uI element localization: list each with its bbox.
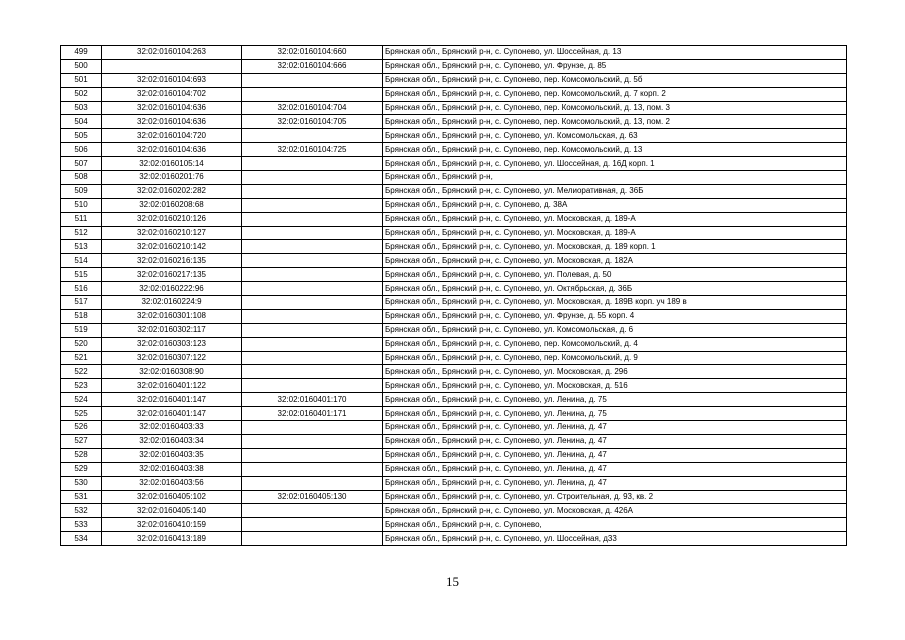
row-number-cell: 528 [61, 448, 102, 462]
land-cadastral-number-cell: 32:02:0160208:68 [102, 198, 242, 212]
row-number-cell: 521 [61, 351, 102, 365]
row-number-cell: 504 [61, 115, 102, 129]
land-cadastral-number-cell: 32:02:0160307:122 [102, 351, 242, 365]
building-cadastral-number-cell: 32:02:0160401:171 [242, 407, 383, 421]
table-row [61, 296, 847, 310]
row-number-cell: 516 [61, 282, 102, 296]
building-cadastral-number-cell [242, 504, 383, 518]
row-number-cell: 518 [61, 309, 102, 323]
table-row [61, 323, 847, 337]
land-cadastral-number-cell: 32:02:0160403:56 [102, 476, 242, 490]
row-number-cell: 525 [61, 407, 102, 421]
land-cadastral-number-cell: 32:02:0160410:159 [102, 518, 242, 532]
land-cadastral-number-cell: 32:02:0160224:9 [102, 296, 242, 310]
address-cell: Брянская обл., Брянский р-н, с. Супонево, ул. Московская, д. 516 [383, 379, 847, 393]
land-cadastral-number-cell: 32:02:0160403:38 [102, 462, 242, 476]
address-cell: Брянская обл., Брянский р-н, с. Супонево, ул. Ленина, д. 75 [383, 393, 847, 407]
building-cadastral-number-cell: 32:02:0160104:725 [242, 143, 383, 157]
table-row [61, 504, 847, 518]
table-row [61, 254, 847, 268]
row-number-cell: 508 [61, 171, 102, 185]
row-number-cell: 506 [61, 143, 102, 157]
row-number-cell: 500 [61, 59, 102, 73]
address-cell: Брянская обл., Брянский р-н, с. Супонево, ул. Московская, д. 189В корп. уч 189 в [383, 296, 847, 310]
table-row [61, 462, 847, 476]
address-cell: Брянская обл., Брянский р-н, с. Супонево, ул. Ленина, д. 47 [383, 476, 847, 490]
address-cell: Брянская обл., Брянский р-н, с. Супонево, пер. Комсомольский, д. 13, пом. 3 [383, 101, 847, 115]
row-number-cell: 533 [61, 518, 102, 532]
row-number-cell: 513 [61, 240, 102, 254]
row-number-cell: 522 [61, 365, 102, 379]
land-cadastral-number-cell: 32:02:0160104:636 [102, 115, 242, 129]
property-registry-table [60, 45, 847, 546]
row-number-cell: 524 [61, 393, 102, 407]
land-cadastral-number-cell: 32:02:0160210:127 [102, 226, 242, 240]
land-cadastral-number-cell: 32:02:0160401:147 [102, 407, 242, 421]
table-row [61, 212, 847, 226]
building-cadastral-number-cell [242, 462, 383, 476]
building-cadastral-number-cell [242, 421, 383, 435]
building-cadastral-number-cell [242, 87, 383, 101]
row-number-cell: 507 [61, 157, 102, 171]
building-cadastral-number-cell [242, 129, 383, 143]
table-row [61, 240, 847, 254]
building-cadastral-number-cell [242, 448, 383, 462]
table-row [61, 532, 847, 546]
address-cell: Брянская обл., Брянский р-н, с. Супонево, ул. Ленина, д. 47 [383, 434, 847, 448]
land-cadastral-number-cell: 32:02:0160222:96 [102, 282, 242, 296]
address-cell: Брянская обл., Брянский р-н, с. Супонево, ул. Шоссейная, д. 13 [383, 46, 847, 60]
address-cell: Брянская обл., Брянский р-н, с. Супонево, пер. Комсомольский, д. 13, пом. 2 [383, 115, 847, 129]
table-row [61, 309, 847, 323]
row-number-cell: 514 [61, 254, 102, 268]
row-number-cell: 520 [61, 337, 102, 351]
address-cell: Брянская обл., Брянский р-н, с. Супонево, ул. Фрунзе, д. 85 [383, 59, 847, 73]
table-row [61, 518, 847, 532]
table-row [61, 476, 847, 490]
building-cadastral-number-cell [242, 365, 383, 379]
land-cadastral-number-cell: 32:02:0160405:102 [102, 490, 242, 504]
table-row [61, 351, 847, 365]
address-cell: Брянская обл., Брянский р-н, с. Супонево, [383, 518, 847, 532]
row-number-cell: 505 [61, 129, 102, 143]
land-cadastral-number-cell: 32:02:0160303:123 [102, 337, 242, 351]
address-cell: Брянская обл., Брянский р-н, с. Супонево, ул. Комсомольская, д. 63 [383, 129, 847, 143]
table-row [61, 87, 847, 101]
land-cadastral-number-cell: 32:02:0160301:108 [102, 309, 242, 323]
row-number-cell: 529 [61, 462, 102, 476]
table-row [61, 268, 847, 282]
table-row [61, 198, 847, 212]
building-cadastral-number-cell [242, 268, 383, 282]
row-number-cell: 502 [61, 87, 102, 101]
row-number-cell: 512 [61, 226, 102, 240]
table-row [61, 379, 847, 393]
table-row [61, 226, 847, 240]
row-number-cell: 526 [61, 421, 102, 435]
land-cadastral-number-cell: 32:02:0160201:76 [102, 171, 242, 185]
building-cadastral-number-cell [242, 296, 383, 310]
address-cell: Брянская обл., Брянский р-н, с. Супонево, ул. Ленина, д. 47 [383, 448, 847, 462]
row-number-cell: 534 [61, 532, 102, 546]
table-row [61, 157, 847, 171]
building-cadastral-number-cell: 32:02:0160104:666 [242, 59, 383, 73]
land-cadastral-number-cell: 32:02:0160104:636 [102, 101, 242, 115]
address-cell: Брянская обл., Брянский р-н, с. Супонево, ул. Шоссейная, д. 16Д корп. 1 [383, 157, 847, 171]
row-number-cell: 517 [61, 296, 102, 310]
address-cell: Брянская обл., Брянский р-н, с. Супонево, ул. Мелиоративная, д. 36Б [383, 184, 847, 198]
address-cell: Брянская обл., Брянский р-н, с. Супонево, ул. Ленина, д. 47 [383, 421, 847, 435]
land-cadastral-number-cell: 32:02:0160104:636 [102, 143, 242, 157]
address-cell: Брянская обл., Брянский р-н, с. Супонево, ул. Московская, д. 189 корп. 1 [383, 240, 847, 254]
land-cadastral-number-cell: 32:02:0160401:122 [102, 379, 242, 393]
address-cell: Брянская обл., Брянский р-н, с. Супонево, д. 38А [383, 198, 847, 212]
row-number-cell: 501 [61, 73, 102, 87]
building-cadastral-number-cell [242, 184, 383, 198]
land-cadastral-number-cell: 32:02:0160104:693 [102, 73, 242, 87]
row-number-cell: 515 [61, 268, 102, 282]
land-cadastral-number-cell: 32:02:0160210:126 [102, 212, 242, 226]
building-cadastral-number-cell [242, 198, 383, 212]
building-cadastral-number-cell [242, 476, 383, 490]
building-cadastral-number-cell [242, 73, 383, 87]
land-cadastral-number-cell: 32:02:0160217:135 [102, 268, 242, 282]
building-cadastral-number-cell [242, 532, 383, 546]
building-cadastral-number-cell [242, 240, 383, 254]
table-row [61, 365, 847, 379]
address-cell: Брянская обл., Брянский р-н, с. Супонево, ул. Ленина, д. 47 [383, 462, 847, 476]
row-number-cell: 530 [61, 476, 102, 490]
building-cadastral-number-cell [242, 434, 383, 448]
row-number-cell: 527 [61, 434, 102, 448]
address-cell: Брянская обл., Брянский р-н, с. Супонево, ул. Комсомольская, д. 6 [383, 323, 847, 337]
table-row [61, 143, 847, 157]
address-cell: Брянская обл., Брянский р-н, с. Супонево, ул. Московская, д. 182А [383, 254, 847, 268]
address-cell: Брянская обл., Брянский р-н, с. Супонево, ул. Строительная, д. 93, кв. 2 [383, 490, 847, 504]
building-cadastral-number-cell [242, 226, 383, 240]
building-cadastral-number-cell: 32:02:0160104:704 [242, 101, 383, 115]
address-cell: Брянская обл., Брянский р-н, с. Супонево, ул. Фрунзе, д. 55 корп. 4 [383, 309, 847, 323]
building-cadastral-number-cell [242, 171, 383, 185]
table-row [61, 490, 847, 504]
land-cadastral-number-cell: 32:02:0160401:147 [102, 393, 242, 407]
row-number-cell: 509 [61, 184, 102, 198]
building-cadastral-number-cell [242, 379, 383, 393]
land-cadastral-number-cell: 32:02:0160105:14 [102, 157, 242, 171]
building-cadastral-number-cell: 32:02:0160104:660 [242, 46, 383, 60]
table-row [61, 171, 847, 185]
row-number-cell: 499 [61, 46, 102, 60]
address-cell: Брянская обл., Брянский р-н, с. Супонево, ул. Октябрьская, д. 36Б [383, 282, 847, 296]
table-row [61, 73, 847, 87]
table-row [61, 129, 847, 143]
land-cadastral-number-cell: 32:02:0160104:702 [102, 87, 242, 101]
building-cadastral-number-cell [242, 518, 383, 532]
address-cell: Брянская обл., Брянский р-н, с. Супонево, ул. Московская, д. 189-А [383, 212, 847, 226]
address-cell: Брянская обл., Брянский р-н, с. Супонево, пер. Комсомольский, д. 7 корп. 2 [383, 87, 847, 101]
row-number-cell: 531 [61, 490, 102, 504]
address-cell: Брянская обл., Брянский р-н, с. Супонево, ул. Московская, д. 426А [383, 504, 847, 518]
building-cadastral-number-cell [242, 212, 383, 226]
building-cadastral-number-cell [242, 323, 383, 337]
land-cadastral-number-cell: 32:02:0160405:140 [102, 504, 242, 518]
land-cadastral-number-cell: 32:02:0160216:135 [102, 254, 242, 268]
building-cadastral-number-cell: 32:02:0160405:130 [242, 490, 383, 504]
table-row [61, 337, 847, 351]
land-cadastral-number-cell: 32:02:0160104:263 [102, 46, 242, 60]
building-cadastral-number-cell: 32:02:0160104:705 [242, 115, 383, 129]
building-cadastral-number-cell [242, 351, 383, 365]
building-cadastral-number-cell: 32:02:0160401:170 [242, 393, 383, 407]
row-number-cell: 519 [61, 323, 102, 337]
building-cadastral-number-cell [242, 254, 383, 268]
address-cell: Брянская обл., Брянский р-н, с. Супонево, ул. Ленина, д. 75 [383, 407, 847, 421]
building-cadastral-number-cell [242, 157, 383, 171]
land-cadastral-number-cell: 32:02:0160302:117 [102, 323, 242, 337]
land-cadastral-number-cell: 32:02:0160104:720 [102, 129, 242, 143]
row-number-cell: 532 [61, 504, 102, 518]
land-cadastral-number-cell: 32:02:0160403:33 [102, 421, 242, 435]
table-row [61, 115, 847, 129]
land-cadastral-number-cell: 32:02:0160403:35 [102, 448, 242, 462]
table-body [61, 46, 847, 546]
building-cadastral-number-cell [242, 309, 383, 323]
land-cadastral-number-cell: 32:02:0160308:90 [102, 365, 242, 379]
land-cadastral-number-cell: 32:02:0160403:34 [102, 434, 242, 448]
address-cell: Брянская обл., Брянский р-н, с. Супонево, ул. Полевая, д. 50 [383, 268, 847, 282]
table-row [61, 434, 847, 448]
table-row [61, 101, 847, 115]
table-row [61, 393, 847, 407]
land-cadastral-number-cell: 32:02:0160210:142 [102, 240, 242, 254]
table-row [61, 421, 847, 435]
address-cell: Брянская обл., Брянский р-н, с. Супонево, пер. Комсомольский, д. 9 [383, 351, 847, 365]
row-number-cell: 523 [61, 379, 102, 393]
row-number-cell: 503 [61, 101, 102, 115]
page-number: 15 [446, 574, 459, 589]
land-cadastral-number-cell: 32:02:0160413:189 [102, 532, 242, 546]
address-cell: Брянская обл., Брянский р-н, с. Супонево, ул. Московская, д. 189-А [383, 226, 847, 240]
table-row [61, 59, 847, 73]
land-cadastral-number-cell [102, 59, 242, 73]
row-number-cell: 510 [61, 198, 102, 212]
land-cadastral-number-cell: 32:02:0160202:282 [102, 184, 242, 198]
table-row [61, 448, 847, 462]
table-row [61, 407, 847, 421]
address-cell: Брянская обл., Брянский р-н, с. Супонево, пер. Комсомольский, д. 5б [383, 73, 847, 87]
row-number-cell: 511 [61, 212, 102, 226]
table-row [61, 184, 847, 198]
address-cell: Брянская обл., Брянский р-н, [383, 171, 847, 185]
address-cell: Брянская обл., Брянский р-н, с. Супонево, ул. Московская, д. 296 [383, 365, 847, 379]
building-cadastral-number-cell [242, 337, 383, 351]
table-row [61, 282, 847, 296]
address-cell: Брянская обл., Брянский р-н, с. Супонево, пер. Комсомольский, д. 4 [383, 337, 847, 351]
building-cadastral-number-cell [242, 282, 383, 296]
address-cell: Брянская обл., Брянский р-н, с. Супонево, пер. Комсомольский, д. 13 [383, 143, 847, 157]
address-cell: Брянская обл., Брянский р-н, с. Супонево, ул. Шоссейная, д33 [383, 532, 847, 546]
table-row [61, 46, 847, 60]
